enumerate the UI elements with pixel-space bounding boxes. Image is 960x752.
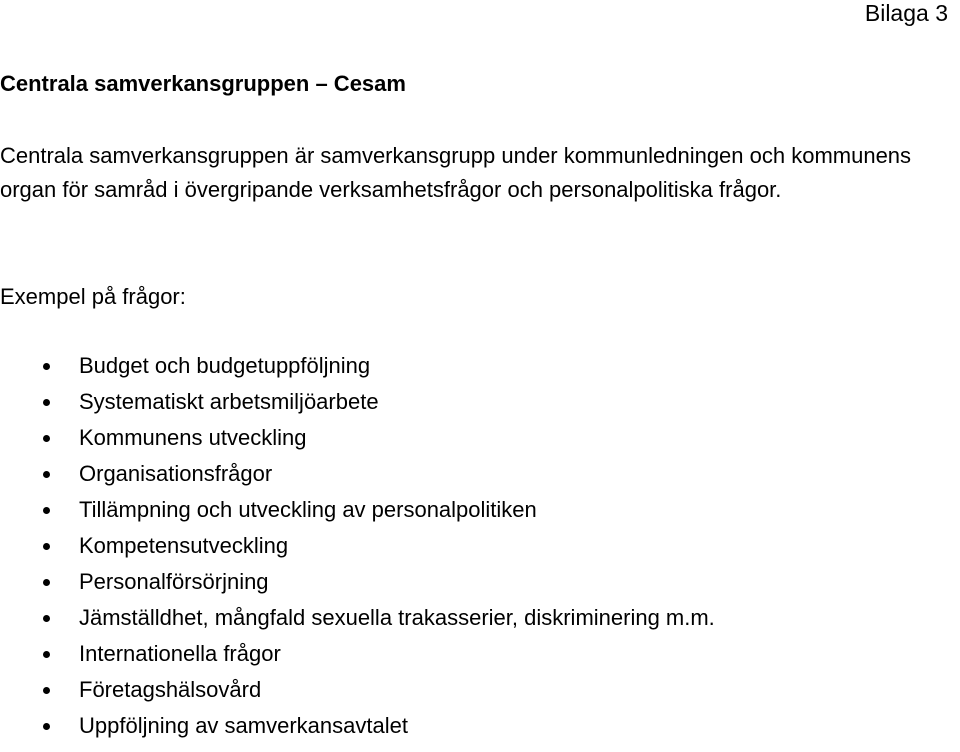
appendix-label: Bilaga 3 [864, 0, 948, 26]
bullet-icon [43, 507, 50, 514]
bullet-icon [43, 615, 50, 622]
topic-label: Personalförsörjning [79, 569, 269, 594]
bullet-icon [43, 435, 50, 442]
topic-item-personnel-policy [0, 492, 715, 528]
topic-label: Tillämpning och utveckling av personalpolitiken [79, 497, 537, 522]
examples-heading: Exempel på frågor: [0, 284, 186, 309]
document-title: Centrala samverkansgruppen – Cesam [0, 71, 406, 96]
topic-item-staffing [0, 564, 715, 600]
topic-list [0, 348, 715, 744]
topic-label: Uppföljning av samverkansavtalet [79, 713, 408, 738]
topic-label: Jämställdhet, mångfald sexuella trakasserier, diskriminering m.m. [79, 605, 715, 630]
topic-item-municipal-development [0, 420, 715, 456]
bullet-icon [43, 651, 50, 658]
topic-item-competence [0, 528, 715, 564]
topic-label: Företagshälsovård [79, 677, 262, 702]
topic-label: Systematiskt arbetsmiljöarbete [79, 389, 379, 414]
topic-label: Budget och budgetuppföljning [79, 353, 371, 378]
topic-item-organisation [0, 456, 715, 492]
topic-item-budget [0, 348, 715, 384]
topic-label: Internationella frågor [79, 641, 281, 666]
bullet-icon [43, 579, 50, 586]
topic-item-agreement-followup [0, 708, 715, 744]
bullet-icon [43, 399, 50, 406]
topic-item-occupational-health [0, 672, 715, 708]
topic-item-international [0, 636, 715, 672]
topic-item-equality [0, 600, 715, 636]
bullet-icon [43, 723, 50, 730]
bullet-icon [43, 363, 50, 370]
topic-label: Kommunens utveckling [79, 425, 307, 450]
topic-item-work-environment [0, 384, 715, 420]
topic-label: Organisationsfrågor [79, 461, 273, 486]
topic-label: Kompetensutveckling [79, 533, 289, 558]
intro-paragraph: Centrala samverkansgruppen är samverkansgrupp under kommunledningen och kommunens organ för samråd i övergripande verksamhetsfrågor och personalpolitiska frågor. [0, 143, 912, 202]
bullet-icon [43, 543, 50, 550]
bullet-icon [43, 687, 50, 694]
bullet-icon [43, 471, 50, 478]
